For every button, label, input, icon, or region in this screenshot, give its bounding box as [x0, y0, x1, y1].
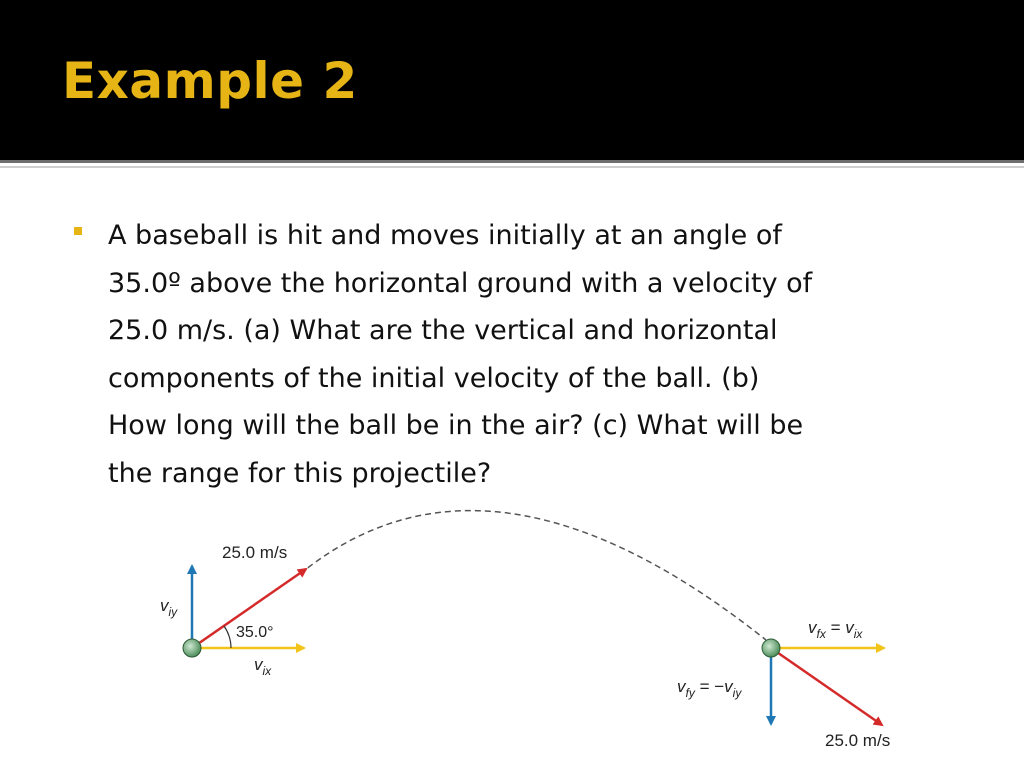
vfx-label: $v_{fx} = v_{ix}$ — [808, 618, 863, 641]
problem-text: A baseball is hit and moves initially at an angle of 35.0º above the horizontal ground with a velocity of 25.0 m/s. (a) What are the vertical and horizontal components of the initial velocity of the ball. (b) How long will the ball be in the air? (c) What will be the range for this projectile? — [108, 220, 813, 489]
initial-speed-label: 25.0 m/s — [222, 543, 288, 562]
initial-ball — [183, 639, 201, 657]
slide-title: Example 2 — [62, 52, 358, 110]
angle-label: 35.0° — [236, 624, 274, 641]
vfy-label: $v_{fy} = -v_{iy}$ — [677, 677, 742, 700]
final-ball — [762, 639, 780, 657]
angle-arc — [224, 626, 231, 648]
trajectory-curve — [300, 511, 766, 640]
viy-label: $v_{iy}$ — [160, 596, 178, 619]
final-velocity-arrow — [771, 648, 882, 725]
final-speed-label: 25.0 m/s — [825, 731, 891, 750]
vix-label: $v_{ix}$ — [254, 655, 272, 678]
